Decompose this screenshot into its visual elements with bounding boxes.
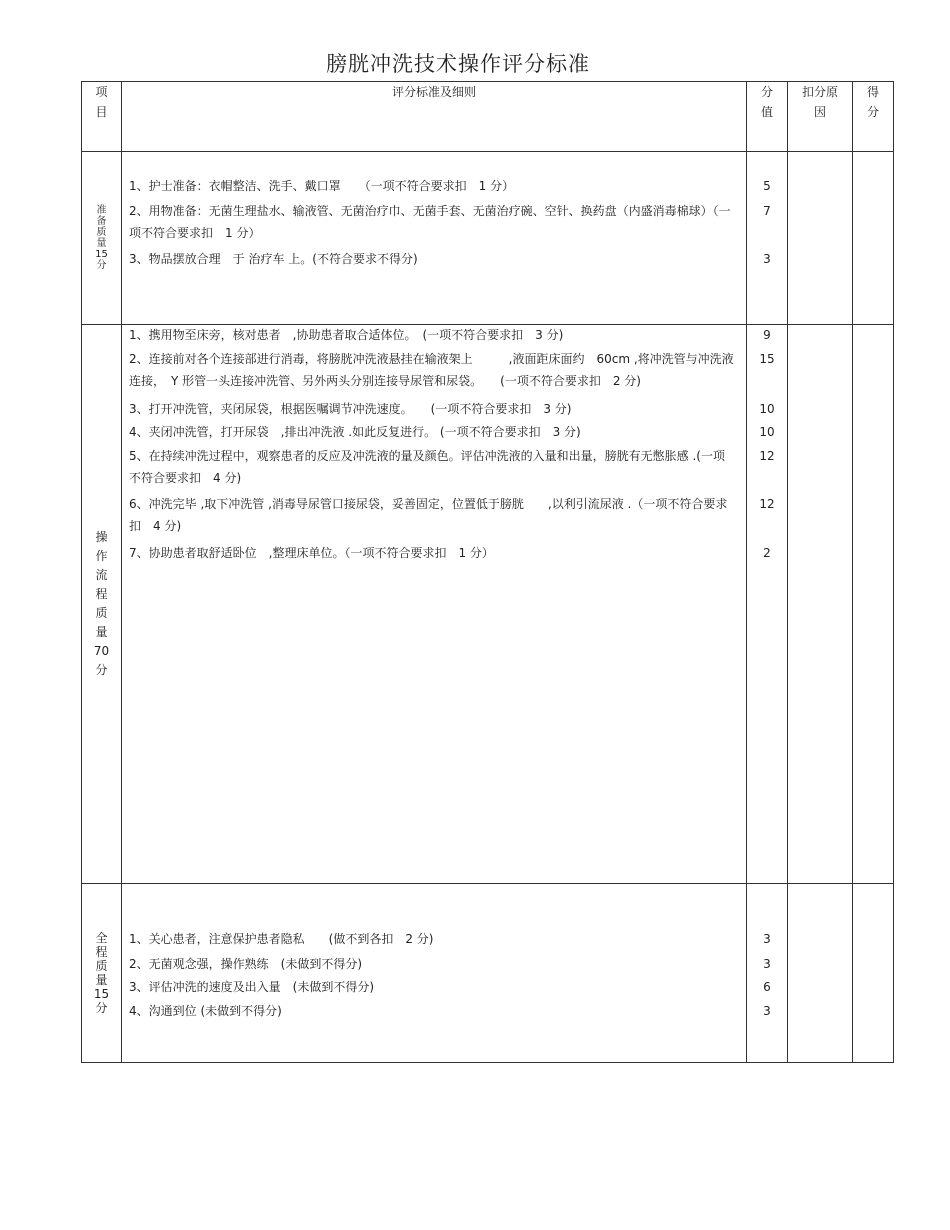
section-procedure [82,325,894,884]
section-scores-overall [747,884,788,1063]
criteria-item: 1、携用物至床旁，核对患者 ,协助患者取合适体位。 (一项不符合要求扣 3 分) [129,328,564,342]
header-got-score: 得 分 [853,82,894,152]
section-label-overall: 全 程 质 量 15 分 [82,884,122,1063]
section-scores-procedure [747,325,788,884]
section-criteria-overall [122,884,747,1063]
score-value: 3 [763,957,771,971]
score-value: 12 [759,497,775,511]
got-score-cell [853,325,894,884]
criteria-item: 2、用物准备：无菌生理盐水、输液管、无菌治疗巾、无菌手套、无菌治疗碗、空针、换药盘（内盛消毒棉球）（一项不符合要求扣 1 分） [129,204,731,240]
got-score-cell [853,884,894,1063]
criteria-item: 4、沟通到位 (未做到不得分) [129,1004,282,1018]
section-criteria-procedure [122,325,747,884]
score-value: 5 [763,179,771,193]
score-value: 12 [759,449,775,463]
criteria-item: 5、在持续冲洗过程中，观察患者的反应及冲洗液的量及颜色。评估冲洗液的入量和出量，膀胱有无憋胀感 .(一项不符合要求扣 4 分) [129,449,725,485]
deduct-reason-cell [788,152,853,325]
scoring-table [81,81,894,1063]
criteria-item: 1、关心患者，注意保护患者隐私 (做不到各扣 2 分) [129,932,434,946]
page-title: 膀胱冲洗技术操作评分标准 [326,52,590,76]
got-score-cell [853,152,894,325]
criteria-item: 2、无菌观念强，操作熟练 (未做到不得分) [129,957,362,971]
header-deduct-reason: 扣分原 因 [788,82,853,152]
criteria-item: 3、物品摆放合理 于 治疗车 上。(不符合要求不得分) [129,252,418,266]
criteria-item: 2、连接前对各个连接部进行消毒，将膀胱冲洗液悬挂在输液架上 ,液面距床面约 60cm ,将冲洗管与冲洗液连接， Y 形管一头连接冲洗管、另外两头分别连接导尿管和尿袋。 (一项不符合要求扣 2 分) [129,352,734,388]
section-label-procedure: 操 作 流 程 质 量 70 分 [82,325,122,884]
section-overall [82,884,894,1063]
deduct-reason-cell [788,884,853,1063]
score-value: 10 [759,402,775,416]
score-value: 15 [759,352,775,366]
score-value: 2 [763,546,771,560]
header-criteria: 评分标准及细则 [122,82,747,152]
header-score: 分 值 [747,82,788,152]
criteria-item: 6、冲洗完毕 ,取下冲洗管 ,消毒导尿管口接尿袋，妥善固定，位置低于膀胱 ,以利引流尿液 .（一项不符合要求扣 4 分) [129,497,728,533]
score-value: 3 [763,1004,771,1018]
score-value: 7 [763,204,771,218]
score-value: 10 [759,425,775,439]
table-header-row [82,82,894,152]
header-item: 项 目 [82,82,122,152]
criteria-item: 7、协助患者取舒适卧位 ,整理床单位。（一项不符合要求扣 1 分） [129,546,494,560]
deduct-reason-cell [788,325,853,884]
criteria-item: 3、评估冲洗的速度及出入量 (未做到不得分) [129,980,374,994]
section-preparation [82,152,894,325]
score-value: 9 [763,328,771,342]
section-scores-preparation [747,152,788,325]
section-criteria-preparation [122,152,747,325]
section-label-preparation: 准 备 质 量 15 分 [82,152,122,325]
criteria-item: 4、夹闭冲洗管，打开尿袋 ,排出冲洗液 .如此反复进行。 (一项不符合要求扣 3 分) [129,425,581,439]
score-value: 3 [763,932,771,946]
criteria-item: 1、护士准备：衣帽整洁、洗手、戴口罩 （一项不符合要求扣 1 分） [129,179,515,193]
criteria-item: 3、打开冲洗管，夹闭尿袋，根据医嘱调节冲洗速度。 (一项不符合要求扣 3 分) [129,402,572,416]
score-value: 6 [763,980,771,994]
score-value: 3 [763,252,771,266]
